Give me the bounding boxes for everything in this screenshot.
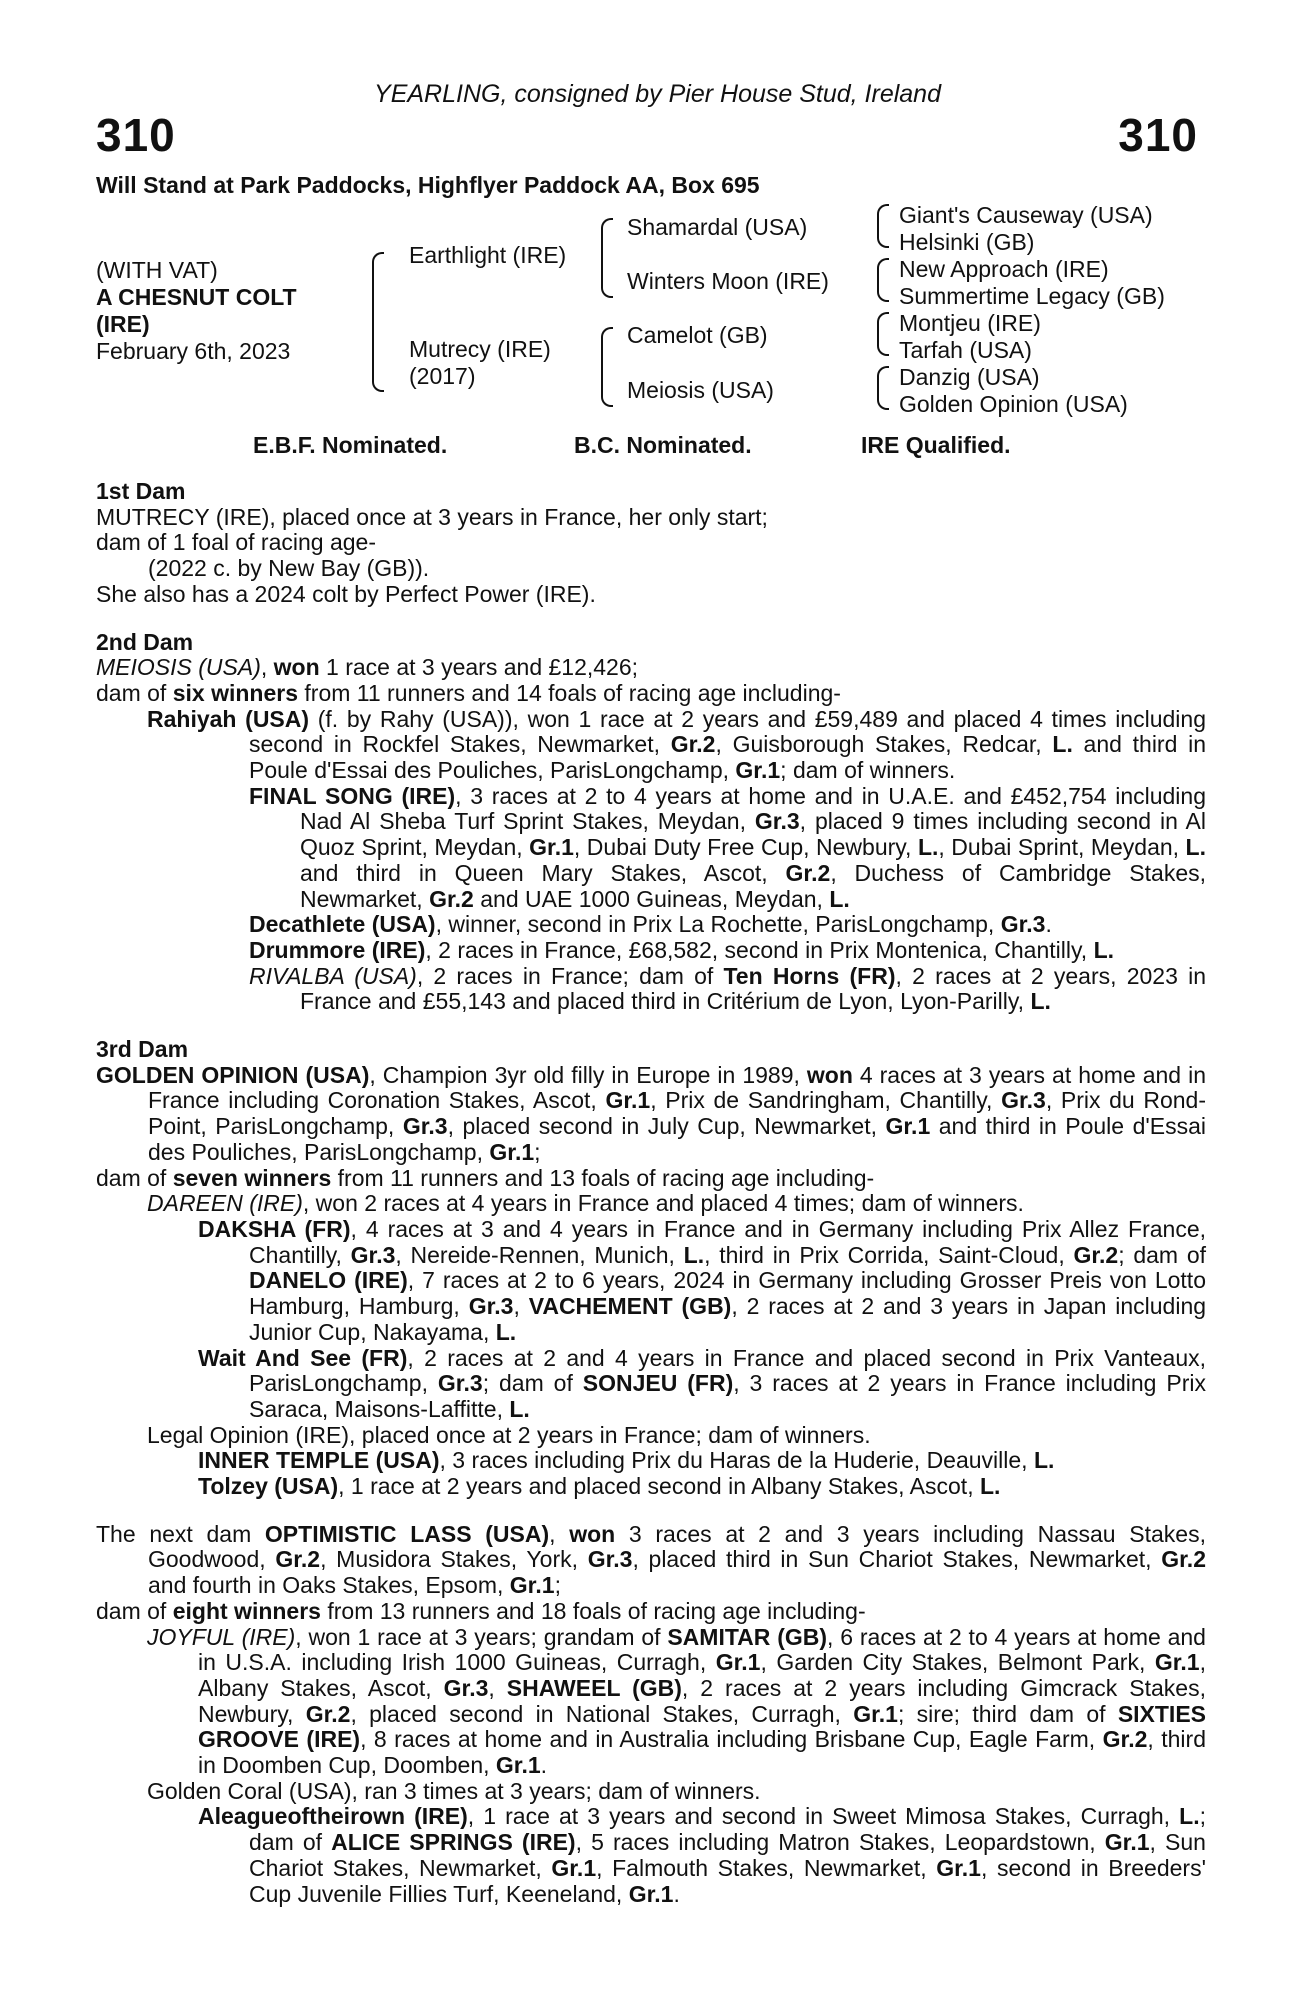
- pedigree-brace-main: [372, 252, 384, 392]
- ire-qualified: IRE Qualified.: [861, 432, 1011, 458]
- third-dam-heading: 3rd Dam: [96, 1036, 189, 1063]
- pedigree-sire: Earthlight (IRE): [409, 242, 567, 268]
- nominations-line: [253, 432, 447, 459]
- pedigree-dam-year: (2017): [409, 363, 476, 389]
- pedigree-brace-ds: [877, 312, 889, 356]
- next-dam-produce: dam of eight winners from 13 runners and 18 foals of racing age including-: [96, 1597, 866, 1624]
- pedigree-sire-sire: Shamardal (USA): [627, 214, 808, 240]
- produce-entry: FINAL SONG (IRE), 3 races at 2 to 4 years at home and in U.A.E. and £452,754 including Nad Al Sheba Turf Sprint Stakes, Meydan, Gr.3, placed 9 times including second in Al Quoz Sprint, Meydan, Gr.1, Dubai Duty Free Cup, Newbury, L., Dubai Sprint, Meydan, L. and third in Queen Mary Stakes, Ascot, Gr.2, Duchess of Cambridge Stakes, Newmarket, Gr.2 and UAE 1000 Guineas, Meydan, L.: [249, 782, 1207, 912]
- third-dam-produce: dam of seven winners from 11 runners and 13 foals of racing age including-: [96, 1164, 875, 1191]
- pedigree-sire-dam: Winters Moon (IRE): [627, 268, 829, 294]
- produce-entry: Rahiyah (USA) (f. by Rahy (USA)), won 1 race at 2 years and £59,489 and placed 4 times including second in Rockfel Stakes, Newmarket, Gr.2, Guisborough Stakes, Redcar, L. and third in Poule d'Essai des Pouliches, ParisLongchamp, Gr.1; dam of winners.: [147, 705, 1206, 784]
- second-dam-produce: dam of six winners from 11 runners and 14 foals of racing age including-: [96, 679, 841, 706]
- produce-entry: DAKSHA (FR), 4 races at 3 and 4 years in France and in Germany including Prix Allez France, Chantilly, Gr.3, Nereide-Rennen, Munich, L., third in Prix Corrida, Saint-Cloud, Gr.2; dam of DANELO (IRE), 7 races at 2 to 6 years, 2024 in Germany including Grosser Preis von Lotto Hamburg, Hamburg, Gr.3, VACHEMENT (GB), 2 races at 2 and 3 years in Japan including Junior Cup, Nakayama, L.: [198, 1215, 1207, 1345]
- first-dam-heading: 1st Dam: [96, 478, 186, 504]
- third-dam-entry: GOLDEN OPINION (USA), Champion 3yr old filly in Europe in 1989, won 4 races at 3 years at home and in France including Coronation Stakes, Ascot, Gr.1, Prix de Sandringham, Chantilly, Gr.3, Prix du Rond-Point, ParisLongchamp, Gr.3, placed second in July Cup, Newmarket, Gr.1 and third in Poule d'Essai des Pouliches, ParisLongchamp, Gr.1;: [96, 1061, 1207, 1165]
- pedigree-dam: Mutrecy (IRE): [409, 336, 551, 362]
- vat-label: (WITH VAT): [96, 257, 218, 283]
- pedigree-brace-ss: [877, 204, 889, 248]
- pedigree-brace-sire: [601, 218, 613, 298]
- second-dam-entry: MEIOSIS (USA), won 1 race at 3 years and £12,426;: [96, 654, 639, 681]
- first-dam-line: MUTRECY (IRE), placed once at 3 years in France, her only start;: [96, 503, 768, 530]
- second-dam-heading: 2nd Dam: [96, 628, 194, 655]
- location-line: Will Stand at Park Paddocks, Highflyer Paddock AA, Box 695: [96, 172, 760, 198]
- date-of-birth: February 6th, 2023: [96, 338, 291, 364]
- produce-entry: INNER TEMPLE (USA), 3 races including Prix du Haras de la Huderie, Deauville, L.: [198, 1447, 1055, 1474]
- produce-entry: Tolzey (USA), 1 race at 2 years and placed second in Albany Stakes, Ascot, L.: [198, 1473, 1001, 1500]
- pedigree-dsd: Tarfah (USA): [899, 337, 1032, 363]
- pedigree-brace-sd: [877, 258, 889, 302]
- pedigree-ddd: Golden Opinion (USA): [899, 391, 1128, 417]
- pedigree-brace-dam: [601, 327, 613, 407]
- produce-entry: Wait And See (FR), 2 races at 2 and 4 years in France and placed second in Prix Vanteaux, ParisLongchamp, Gr.3; dam of SONJEU (FR), 3 races at 2 years in France including Prix Saraca, Maisons-Laffitte, L.: [198, 1344, 1207, 1422]
- ebf-nominated: E.B.F. Nominated.: [253, 432, 448, 458]
- catalogue-body: [96, 479, 1206, 1907]
- produce-entry: DAREEN (IRE), won 2 races at 4 years in France and placed 4 times; dam of winners.: [147, 1190, 1024, 1217]
- consignment-line: YEARLING, consigned by Pier House Stud, Ireland: [374, 80, 941, 108]
- bc-nominated: B.C. Nominated.: [574, 432, 752, 458]
- pedigree-dam-sire: Camelot (GB): [627, 322, 768, 348]
- pedigree-sss: Giant's Causeway (USA): [899, 202, 1153, 228]
- pedigree-sdd: Summertime Legacy (GB): [899, 283, 1165, 309]
- horse-name-suffix: (IRE): [96, 311, 150, 337]
- pedigree-dss: Montjeu (IRE): [899, 310, 1041, 336]
- produce-entry: Aleagueoftheirown (IRE), 1 race at 3 years and second in Sweet Mimosa Stakes, Curragh, L.; dam of ALICE SPRINGS (IRE), 5 races including Matron Stakes, Leopardstown, Gr.1, Sun Chariot Stakes, Newmarket, Gr.1, Falmouth Stakes, Newmarket, Gr.1, second in Breeders' Cup Juvenile Fillies Turf, Keeneland, Gr.1.: [198, 1803, 1206, 1907]
- next-dam-section: [96, 1522, 1206, 1908]
- pedigree-brace-dd: [877, 366, 889, 410]
- first-dam-line: dam of 1 foal of racing age-: [96, 529, 376, 556]
- first-dam-line: She also has a 2024 colt by Perfect Power (IRE).: [96, 580, 596, 607]
- next-dam-entry: The next dam OPTIMISTIC LASS (USA), won 3 races at 2 and 3 years including Nassau Stakes, Goodwood, Gr.2, Musidora Stakes, York, Gr.3, placed third in Sun Chariot Stakes, Newmarket, Gr.2 and fourth in Oaks Stakes, Epsom, Gr.1;: [96, 1520, 1206, 1599]
- produce-entry: Golden Coral (USA), ran 3 times at 3 years; dam of winners.: [147, 1777, 761, 1804]
- pedigree-dds: Danzig (USA): [899, 364, 1040, 390]
- bc-nominated-wrap: [574, 432, 752, 459]
- second-dam-section: [96, 630, 1206, 1016]
- horse-name: A CHESNUT COLT: [96, 284, 297, 310]
- first-dam-section: [96, 479, 1206, 608]
- produce-entry: Legal Opinion (IRE), placed once at 2 years in France; dam of winners.: [147, 1421, 871, 1448]
- produce-entry: Decathlete (USA), winner, second in Prix La Rochette, ParisLongchamp, Gr.3.: [249, 911, 1052, 938]
- produce-entry: Drummore (IRE), 2 races in France, £68,582, second in Prix Montenica, Chantilly, L.: [249, 936, 1115, 963]
- third-dam-section: [96, 1037, 1206, 1500]
- pedigree-dam-dam: Meiosis (USA): [627, 377, 774, 403]
- horse-details: [96, 257, 297, 365]
- produce-entry: JOYFUL (IRE), won 1 race at 3 years; grandam of SAMITAR (GB), 6 races at 2 to 4 years at home and in U.S.A. including Irish 1000 Guineas, Curragh, Gr.1, Garden City Stakes, Belmont Park, Gr.1, Albany Stakes, Ascot, Gr.3, SHAWEEL (GB), 2 races at 2 years including Gimcrack Stakes, Newbury, Gr.2, placed second in National Stakes, Curragh, Gr.1; sire; third dam of SIXTIES GROOVE (IRE), 8 races at home and in Australia including Brisbane Cup, Eagle Farm, Gr.2, third in Doomben Cup, Doomben, Gr.1.: [147, 1623, 1207, 1779]
- ire-qualified-wrap: [861, 432, 1011, 459]
- first-dam-foal: (2022 c. by New Bay (GB)).: [148, 555, 430, 582]
- pedigree-ssd: Helsinki (GB): [899, 229, 1035, 255]
- pedigree-sds: New Approach (IRE): [899, 256, 1109, 282]
- lot-number-left: 310: [96, 109, 176, 161]
- lot-number-right: 310: [1118, 109, 1198, 161]
- produce-entry: RIVALBA (USA), 2 races in France; dam of Ten Horns (FR), 2 races at 2 years, 2023 in France and £55,143 and placed third in Critérium de Lyon, Lyon-Parilly, L.: [249, 962, 1206, 1015]
